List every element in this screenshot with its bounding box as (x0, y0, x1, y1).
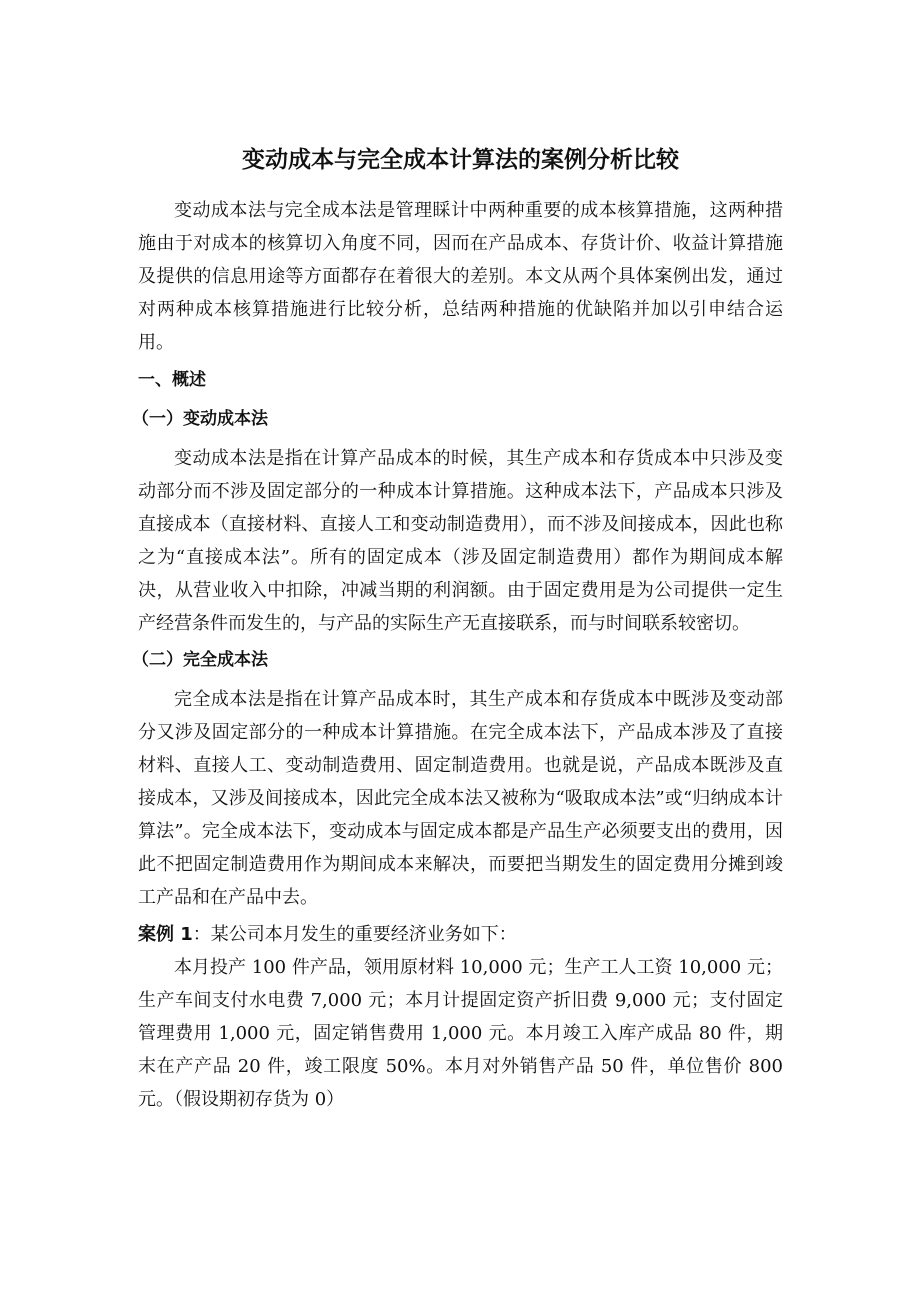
document-title: 变动成本与完全成本计算法的案例分析比较 (242, 147, 679, 173)
variable-costing-paragraph: 变动成本法是指在计算产品成本的时候，其生产成本和存货成本中只涉及变动部分而不涉及固定部分的一种成本计算措施。这种成本法下，产品成本只涉及直接成本（直接材料、直接人工和变动制造费用），而不涉及间接成本，因此也称之为“直接成本法”。所有的固定成本（涉及固定制造费用）都作为期间成本解决，从营业收入中扣除，冲减当期的利润额。由于固定费用是为公司提供一定生产经营条件而发生的，与产品的实际生产无直接联系，而与时间联系较密切。 (138, 448, 783, 634)
case1-heading (138, 918, 783, 951)
case1-label: 案例 1 (138, 924, 193, 945)
case1-intro: ：某公司本月发生的重要经济业务如下： (192, 924, 517, 945)
intro-paragraph: 变动成本法与完全成本法是管理睬计中两种重要的成本核算措施，这两种措施由于对成本的核算切入角度不同，因而在产品成本、存货计价、收益计算措施及提供的信息用途等方面都存在着很大的差别。本文从两个具体案例出发，通过对两种成本核算措施进行比较分析，总结两种措施的优缺陷并加以引申结合运用。 (138, 200, 783, 353)
section-heading-overview: 一、概述 (138, 370, 206, 390)
case1-paragraph: 本月投产 100 件产品，领用原材料 10,000 元；生产工人工资 10,000 元；生产车间支付水电费 7,000 元；本月计提固定资产折旧费 9,000 元；支付固定管理费用 1,000 元，固定销售费用 1,000 元。本月竣工入库产成品 80 件，期末在产产品 20 件，竣工限度 50%。本月对外销售产品 50 件，单位售价 800 元。（假设期初存货为 0） (138, 957, 783, 1110)
full-costing-paragraph: 完全成本法是指在计算产品成本时，其生产成本和存货成本中既涉及变动部分又涉及固定部分的一种成本计算措施。在完全成本法下，产品成本涉及了直接材料、直接人工、变动制造费用、固定制造费用。也就是说，产品成本既涉及直接成本，又涉及间接成本，因此完全成本法又被称为“吸取成本法”或“归纳成本计算法”。完全成本法下，变动成本与固定成本都是产品生产必须要支出的费用，因此不把固定制造费用作为期间成本来解决，而要把当期发生的固定费用分摊到竣工产品和在产品中去。 (138, 689, 783, 908)
subsection-heading-variable-costing: （一）变动成本法 (132, 409, 268, 429)
document-body (132, 140, 783, 1116)
subsection-heading-full-costing: （二）完全成本法 (132, 650, 268, 670)
